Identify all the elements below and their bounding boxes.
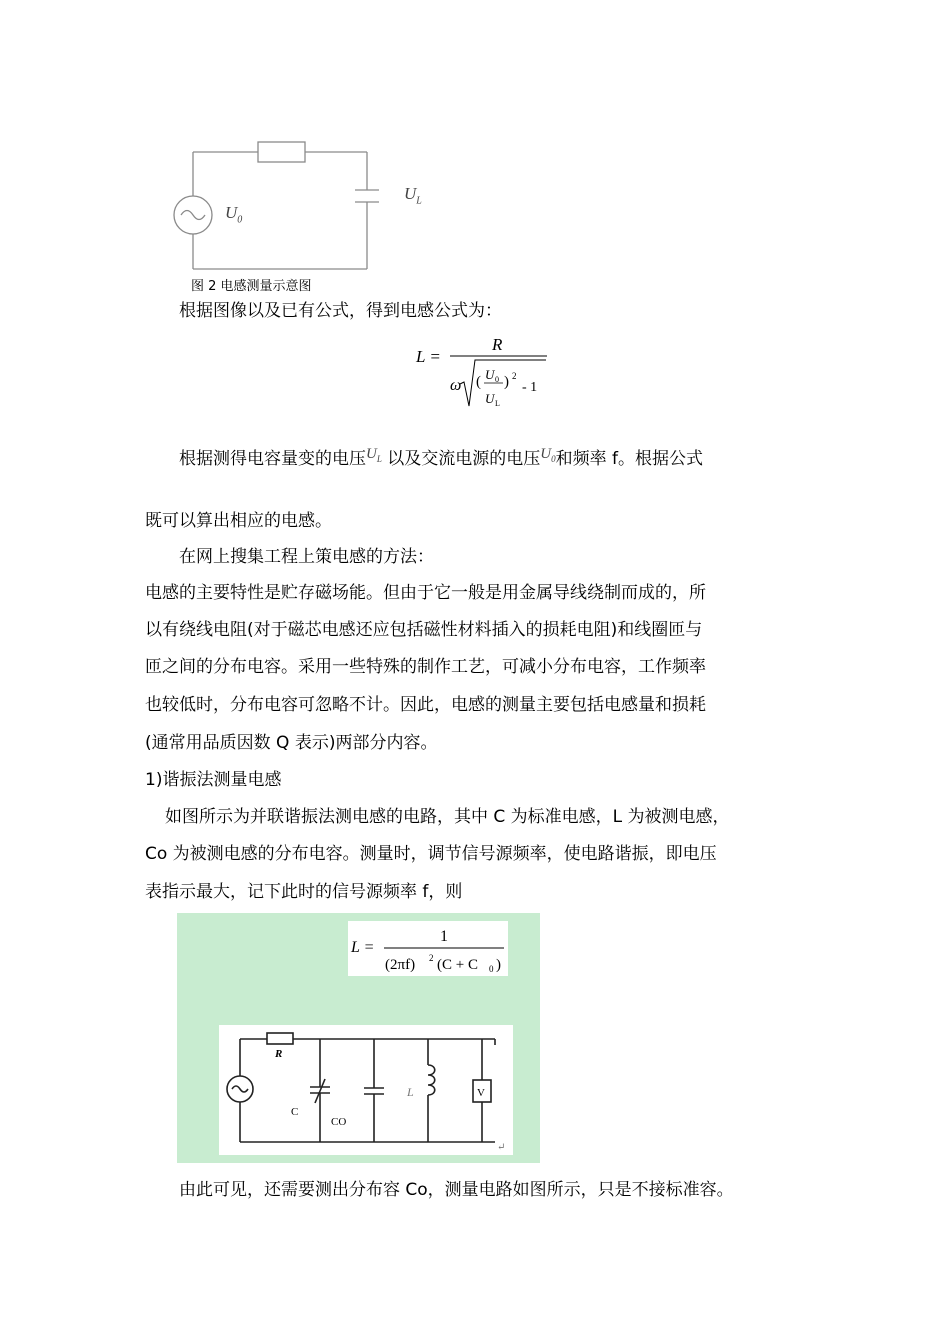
svg-text:(2πf): (2πf) xyxy=(385,957,416,973)
paragraph-measurement: 根据测得电容量变的电压$U_L$ 以及交流电源的电压$U_0$和频率 f。根据公式 xyxy=(179,446,703,469)
svg-text:(: ( xyxy=(476,374,481,390)
svg-text:C: C xyxy=(291,1106,299,1118)
figure-2-circuit xyxy=(165,138,445,278)
paragraph-characteristics-line-2: 以有绕线电阻(对于磁芯电感还应包括磁性材料插入的损耗电阻)和线圈匝与 xyxy=(145,620,703,640)
paragraph-characteristics-line-4: 也较低时，分布电容可忽略不计。因此，电感的测量主要包括电感量和损耗 xyxy=(145,695,706,715)
figure-2-ul-label: $U_L$ xyxy=(404,184,422,207)
svg-text:↵: ↵ xyxy=(497,1142,506,1153)
svg-text:ω: ω xyxy=(450,377,462,394)
svg-text:2: 2 xyxy=(512,371,517,381)
paragraph-characteristics-line-5: (通常用品质因数 Q 表示)两部分内容。 xyxy=(145,733,438,753)
svg-text:0: 0 xyxy=(489,964,494,974)
svg-text:L: L xyxy=(407,1085,414,1099)
figure-2-caption: 图 2 电感测量示意图 xyxy=(191,279,312,294)
svg-text:L =: L = xyxy=(351,939,375,956)
paragraph-characteristics-line-1: 电感的主要特性是贮存磁场能。但由于它一般是用金属导线绕制而成的，所 xyxy=(145,583,706,603)
figure-2-u0-label: $U_0$ xyxy=(225,203,243,226)
resonance-circuit xyxy=(219,1025,513,1155)
svg-text:- 1: - 1 xyxy=(522,380,538,395)
svg-text:CO: CO xyxy=(331,1116,347,1128)
paragraph-characteristics-line-3: 匝之间的分布电容。采用一些特殊的制作工艺，可减小分布电容，工作频率 xyxy=(145,657,706,677)
svg-text:R: R xyxy=(492,335,503,354)
svg-text:0: 0 xyxy=(495,375,499,384)
svg-text:L: L xyxy=(495,399,500,408)
paragraph-distributed-capacitance: 由此可见，还需要测出分布容 Co，测量电路如图所示，只是不接标准容。 xyxy=(179,1180,734,1200)
section-heading-resonance: 1)谐振法测量电感 xyxy=(145,770,282,790)
svg-text:2: 2 xyxy=(429,953,434,963)
paragraph-resonance-line-2: Co 为被测电感的分布电容。测量时，调节信号源频率，使电路谐振，即电压 xyxy=(145,844,717,864)
svg-text:U: U xyxy=(485,367,495,382)
svg-text:(C + C: (C + C xyxy=(437,957,478,973)
svg-text:1: 1 xyxy=(440,928,448,945)
inline-ul-symbol: $U_L$ xyxy=(366,446,382,464)
resonance-formula xyxy=(348,921,508,976)
paragraph-resonance-line-3: 表指示最大，记下此时的信号源频率 f，则 xyxy=(145,882,463,902)
inline-u0-symbol: $U_0$ xyxy=(540,446,556,464)
svg-text:): ) xyxy=(496,957,501,973)
paragraph-resonance-line-1: 如图所示为并联谐振法测电感的电路，其中 C 为标准电感，L 为被测电感， xyxy=(165,807,730,827)
paragraph-methods-heading: 在网上搜集工程上策电感的方法： xyxy=(179,547,434,567)
inductance-formula xyxy=(412,330,562,415)
paragraph-conclusion: 既可以算出相应的电感。 xyxy=(145,511,332,531)
svg-text:V: V xyxy=(477,1087,485,1099)
svg-text:U: U xyxy=(485,391,495,406)
svg-text:): ) xyxy=(504,374,509,390)
svg-text:L =: L = xyxy=(416,347,441,366)
svg-text:R: R xyxy=(275,1048,283,1060)
paragraph-intro: 根据图像以及已有公式，得到电感公式为： xyxy=(179,301,502,321)
